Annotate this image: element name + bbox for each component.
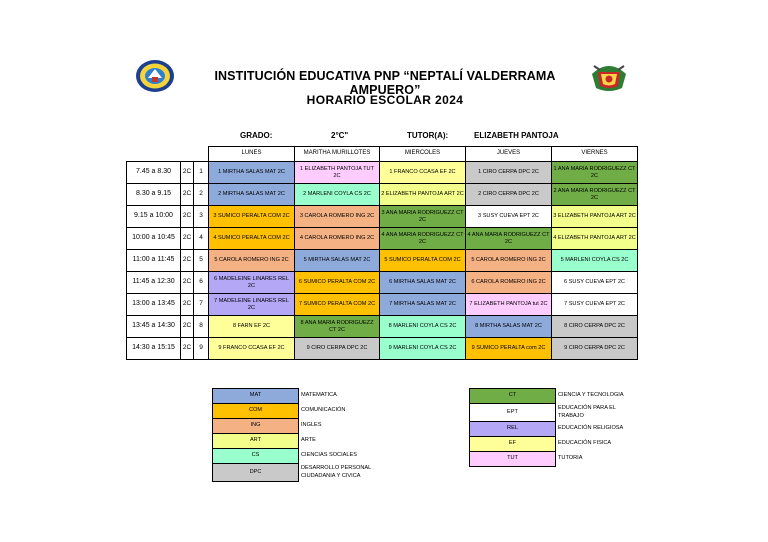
class-cell: 3 SUSY CUEVA EPT 2C [466,206,552,228]
grade-cell: 2C [181,184,194,206]
time-slot: 11:45 a 12:30 [127,272,181,294]
schedule-row [127,162,638,184]
school-crest-icon [134,58,176,94]
class-cell: 7 MIRTHA SALAS MAT 2C [380,294,466,316]
legend-name: EDUCACIÓN FISICA [558,440,612,447]
class-cell: 7 MADELEINE LINARES REL 2C [209,294,295,316]
day-header: LUNES [209,147,295,162]
grade-cell: 2C [181,228,194,250]
class-cell: 3 ELIZABETH PANTOJA ART 2C [552,206,638,228]
class-cell: 9 FRANCO CCASA EF 2C [209,338,295,360]
schedule-row [127,184,638,206]
legend-name: EDUCACIÓN PARA EL TRABAJO [558,405,616,419]
period-number: 3 [194,206,209,228]
grade-label: GRADO: [240,131,273,140]
class-cell: 2 MIRTHA SALAS MAT 2C [209,184,295,206]
class-cell: 5 CAROLA ROMERO ING 2C [466,250,552,272]
class-cell: 8 CIRO CERPA DPC 2C [552,316,638,338]
period-number: 2 [194,184,209,206]
legend-code: EPT [470,404,556,422]
legend-name: INGLES [301,422,322,429]
schedule-row [127,206,638,228]
class-cell: 6 CAROLA ROMERO ING 2C [466,272,552,294]
time-slot: 14:30 a 15:15 [127,338,181,360]
class-cell: 1 MIRTHA SALAS MAT 2C [209,162,295,184]
legend-code: EF [470,437,556,452]
legend-code: COM [213,404,299,419]
school-title: INSTITUCIÓN EDUCATIVA PNP “NEPTALÍ VALDERRAMA AMPUERO” [214,69,556,97]
schedule-row [127,272,638,294]
class-cell: 4 CAROLA ROMERO ING 2C [295,228,380,250]
legend-code: CT [470,389,556,404]
class-cell: 3 CAROLA ROMERO ING 2C [295,206,380,228]
legend-item [213,434,383,449]
class-cell: 4 ELIZABETH PANTOJA ART 2C [552,228,638,250]
class-cell: 2 ANA MARIA RODRIGUEZZ CT 2C [552,184,638,206]
class-cell: 3 ANA MARIA RODRIGUEZZ CT 2C [380,206,466,228]
legend-code: MAT [213,389,299,404]
class-cell: 5 SUMICO PERALTA COM 2C [380,250,466,272]
time-slot: 13:45 a 14:30 [127,316,181,338]
class-cell: 5 MARLENI COYLA CS 2C [552,250,638,272]
schedule-header-row [127,147,638,162]
day-header: VIERNES [552,147,638,162]
class-cell: 8 MARLENI COYLA CS 2C [380,316,466,338]
tutor-label: TUTOR(A): [407,131,449,140]
class-cell: 1 ELIZABETH PANTOJA TUT 2C [295,162,380,184]
class-cell: 4 ANA MARIA RODRIGUEZZ CT 2C [380,228,466,250]
legend-name: TUTORIA [558,455,583,462]
class-cell: 9 CIRO CERPA DPC 2C [295,338,380,360]
period-number: 5 [194,250,209,272]
grade-cell: 2C [181,206,194,228]
class-cell: 2 CIRO CERPA DPC 2C [466,184,552,206]
class-cell: 4 ANA MARIA RODRIGUEZZ CT 2C [466,228,552,250]
legend-code: REL [470,422,556,437]
schedule-row [127,316,638,338]
class-cell: 8 MIRTHA SALAS MAT 2C [466,316,552,338]
legend-item [213,404,383,419]
legend-item [213,419,383,434]
legend-item [470,437,640,452]
legend-table-right [469,388,640,467]
legend-item [470,452,640,467]
legend-name: CIENCIA Y TECNOLOGIA [558,392,624,399]
class-cell: 8 ANA MARIA RODRIGUEZZ CT 2C [295,316,380,338]
legend-item [470,404,640,422]
class-cell: 9 CIRO CERPA DPC 2C [552,338,638,360]
legend-code: ART [213,434,299,449]
period-number: 1 [194,162,209,184]
period-number: 6 [194,272,209,294]
grade-cell: 2C [181,316,194,338]
legend-item [213,449,383,464]
time-slot: 10:00 a 10:45 [127,228,181,250]
time-slot: 9.15 a 10:00 [127,206,181,228]
class-cell: 6 SUSY CUEVA EPT 2C [552,272,638,294]
legend-item [470,422,640,437]
class-cell: 1 CIRO CERPA DPC 2C [466,162,552,184]
time-slot: 7.45 a 8.30 [127,162,181,184]
class-cell: 7 SUMICO PERALTA COM 2C [295,294,380,316]
class-cell: 7 ELIZABETH PANTOJA tut 2C [466,294,552,316]
class-cell: 8 FARN EF 2C [209,316,295,338]
time-slot: 8.30 a 9.15 [127,184,181,206]
legend-code: TUT [470,452,556,467]
class-cell: 5 CAROLA ROMERO ING 2C [209,250,295,272]
time-slot: 11:00 a 11:45 [127,250,181,272]
schedule-row [127,250,638,272]
legend-code: DPC [213,464,299,482]
class-cell: 6 MADELEINE LINARES REL 2C [209,272,295,294]
legend-name: CIENCIAS SOCIALES [301,452,357,459]
class-cell: 9 SUMICO PERALTA com 2C [466,338,552,360]
grade-cell: 2C [181,272,194,294]
day-header: MIERCOLES [380,147,466,162]
period-number: 4 [194,228,209,250]
class-cell: 1 ANA MARIA RODRIGUEZZ CT 2C [552,162,638,184]
schedule-row [127,338,638,360]
class-cell: 5 MIRTHA SALAS MAT 2C [295,250,380,272]
period-number: 8 [194,316,209,338]
schedule-title: HORARIO ESCOLAR 2024 [306,93,464,107]
grade-cell: 2C [181,162,194,184]
legend-name: MATEMATICA [301,392,337,399]
legend-item [213,464,383,482]
class-cell: 6 MIRTHA SALAS MAT 2C [380,272,466,294]
legend-code: ING [213,419,299,434]
class-cell: 2 ELIZABETH PANTOJA ART 2C [380,184,466,206]
class-cell: 7 SUSY CUEVA EPT 2C [552,294,638,316]
class-cell: 2 MARLENI COYLA CS 2C [295,184,380,206]
class-cell: 3 SUMICO PERALTA COM 2C [209,206,295,228]
class-cell: 9 MARLENI COYLA CS 2C [380,338,466,360]
grade-cell: 2C [181,338,194,360]
legend-name: COMUNICACIÓN [301,407,346,414]
schedule-row [127,228,638,250]
period-number: 9 [194,338,209,360]
legend-name: DESARROLLO PERSONAL CIUDADANIA Y CIVICA [301,465,372,479]
legend-name: EDUCACIÓN RELIGIOSA [558,425,624,432]
grade-cell: 2C [181,294,194,316]
legend-code: CS [213,449,299,464]
period-number: 7 [194,294,209,316]
legend-item [470,389,640,404]
grade-value: 2°C" [331,131,349,140]
schedule-table [126,146,638,360]
teacher-header: MARITHA MURILLOTES [295,147,380,162]
grade-cell: 2C [181,250,194,272]
class-cell: 1 FRANCO CCASA EF 2C [380,162,466,184]
time-slot: 13:00 a 13:45 [127,294,181,316]
tutor-value: ELIZABETH PANTOJA [474,131,559,140]
day-header: JUEVES [466,147,552,162]
legend-item [213,389,383,404]
class-cell: 6 SUMICO PERALTA COM 2C [295,272,380,294]
legend-name: ARTE [301,437,316,444]
class-cell: 4 SUMICO PERALTA COM 2C [209,228,295,250]
police-emblem-icon [588,58,630,94]
schedule-row [127,294,638,316]
legend-table-left [212,388,383,482]
